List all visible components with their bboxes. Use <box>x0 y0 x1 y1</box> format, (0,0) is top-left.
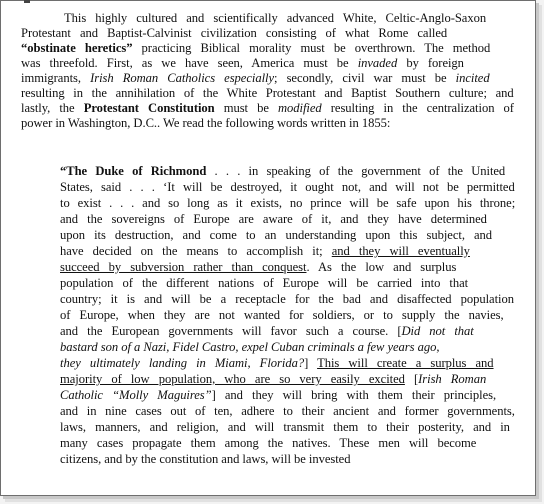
text-run: This highly cultured and scientifically advanced White, Celtic-Anglo-Saxon <box>64 11 487 25</box>
quote-line <box>60 164 505 179</box>
text-run: . As the low and surplus <box>306 260 457 274</box>
text-run: “The Duke of Richmond <box>60 164 207 178</box>
text-run: Protestant Constitution <box>83 101 215 115</box>
text-run: bastard son of a Nazi, Fidel Castro, expel Cuban criminals a few years ago, <box>60 340 440 354</box>
paragraph-line <box>21 41 490 56</box>
quote-line <box>60 292 514 307</box>
quote-line <box>60 276 468 291</box>
text-run: succeed by subversion rather than conquest <box>60 260 307 274</box>
text-run: must be <box>214 101 278 115</box>
quote-line <box>60 260 456 275</box>
paragraph-line <box>21 86 514 101</box>
text-run: resulting in the annihilation of the White Protestant and Baptist Southern culture; and <box>21 86 514 100</box>
text-run: modified <box>277 101 322 115</box>
text-run: ; secondly, civil war must be <box>274 71 456 85</box>
text-run: country; it is and will be a receptacle for the bad and disaffected population <box>60 292 514 306</box>
text-run: This will create a surplus and <box>317 356 494 370</box>
text-run: invaded <box>357 56 398 70</box>
quote-line <box>60 436 476 451</box>
quote-line <box>60 356 494 371</box>
paragraph-line <box>64 11 486 26</box>
text-run: practicing Biblical morality must be overthrown. The method <box>132 41 491 55</box>
paragraph-line <box>21 101 514 116</box>
text-run: of Europe, when they are not wanted for soldiers, or to supply the navies, <box>60 308 504 322</box>
text-run: citizens, and by the constitution and laws, will be invested <box>60 452 351 466</box>
text-run: immigrants, <box>21 71 91 85</box>
text-run: to exist . . . and so long as it exists, no prince will be safe upon his throne; <box>60 196 516 210</box>
quote-line <box>60 196 515 211</box>
text-run: [ <box>404 372 419 386</box>
quote-line <box>60 404 515 419</box>
text-run: Irish Roman <box>418 372 487 386</box>
text-run: population of the different nations of Europe will be carried into that <box>60 276 469 290</box>
text-run: States, said . . . ‘It will be destroyed, it ought not, and will not be permitted <box>60 180 515 194</box>
text-run: resulting in the centralization of <box>321 101 514 115</box>
text-run: and in nine cases out of ten, adhere to their ancient and former governments, <box>60 404 515 418</box>
page-shadow-right-outer <box>539 5 542 501</box>
text-run: by foreign <box>397 56 464 70</box>
text-run: ] <box>304 356 318 370</box>
text-run: Protestant and Baptist-Calvinist civilization consisting of what Rome called <box>21 26 448 40</box>
text-run: many cases propagate them among the natives. These men will become <box>60 436 477 450</box>
quote-line <box>60 388 496 403</box>
text-run: they ultimately landing in Miami, Florida? <box>60 356 305 370</box>
quote-line <box>60 452 350 467</box>
quote-line <box>60 180 515 195</box>
quote-line <box>60 244 470 259</box>
quote-line <box>60 228 492 243</box>
text-run: “obstinate heretics” <box>21 41 133 55</box>
text-run: incited <box>455 71 490 85</box>
text-run: upon its destruction, and come to an understanding upon this subject, and <box>60 228 493 242</box>
quote-line <box>60 308 504 323</box>
text-run: lastly, the <box>21 101 84 115</box>
quote-line <box>60 212 487 227</box>
paragraph-line <box>21 56 464 71</box>
text-run: ] and they will bring with them their principles, <box>211 388 497 402</box>
text-run: have decided on the means to accomplish it; <box>60 244 332 258</box>
text-run: Did not that <box>401 324 474 338</box>
paragraph-line <box>21 116 390 131</box>
text-run: was threefold. First, as we have seen, America must be <box>21 56 358 70</box>
text-run: and the European governments will favor such a course. [ <box>60 324 402 338</box>
quote-line <box>60 340 439 355</box>
quote-line <box>60 324 474 339</box>
cut-off-glyph <box>24 0 30 3</box>
text-run: Catholic “Molly Maguires” <box>60 388 212 402</box>
text-run: and the sovereigns of Europe are aware of it, and they have determined <box>60 212 487 226</box>
text-run: laws, manners, and religion, and will transmit them to their posterity, and in <box>60 420 510 434</box>
text-run: power in Washington, D.C.. We read the following words written in 1855: <box>21 116 391 130</box>
paragraph-line <box>21 26 447 41</box>
quote-line <box>60 372 486 387</box>
paragraph-line <box>21 71 490 86</box>
page-shadow-bottom-outer <box>5 499 542 502</box>
quote-line <box>60 420 510 435</box>
text-run: Irish Roman Catholics especially <box>90 71 275 85</box>
text-run: and they will eventually <box>331 244 470 258</box>
text-run: . . . in speaking of the government of the United <box>206 164 506 178</box>
text-run: majority of low population, who are so very easily excited <box>60 372 405 386</box>
